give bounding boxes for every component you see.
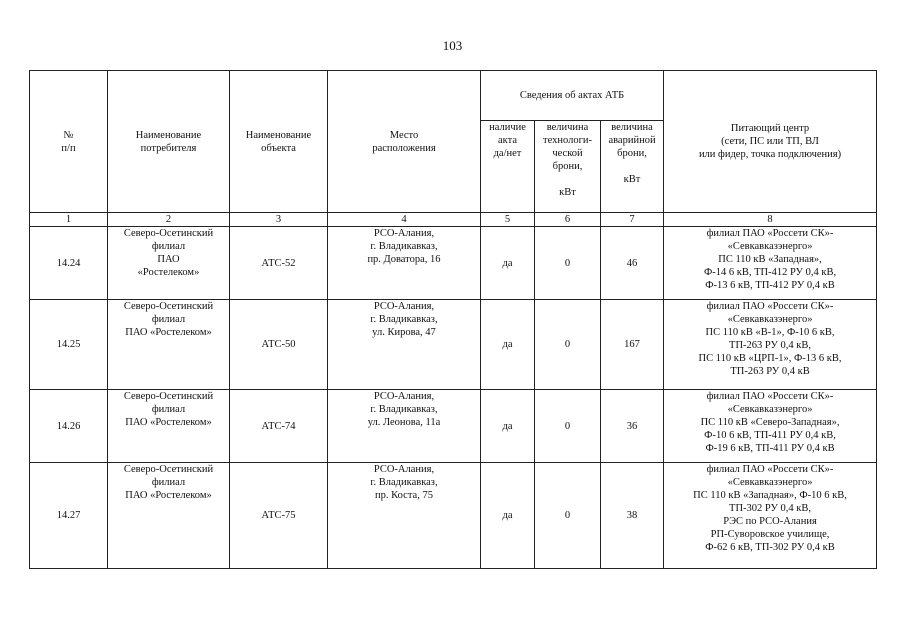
row-location: РСО-Алания, г. Владикавказ, пр. Коста, 75	[328, 463, 481, 569]
table-row	[30, 227, 877, 300]
row-num: 14.25	[30, 300, 108, 390]
row-consumer: Северо-Осетинский филиал ПАО «Ростелеком»	[108, 390, 230, 463]
row-object: АТС-74	[230, 390, 328, 463]
row-emergency: 46	[601, 227, 664, 300]
column-number: 4	[328, 213, 481, 227]
header-row-1	[30, 71, 877, 121]
row-emergency: 36	[601, 390, 664, 463]
row-feeder: филиал ПАО «Россети СК»- «Севкавказэнерго» ПС 110 кВ «Северо-Западная», Ф-10 6 кВ, ТП-411 РУ 0,4 кВ, Ф-19 6 кВ, ТП-411 РУ 0,4 кВ	[664, 390, 877, 463]
row-tech: 0	[535, 227, 601, 300]
header-location: Место расположения	[328, 71, 481, 213]
row-tech: 0	[535, 463, 601, 569]
row-num: 14.24	[30, 227, 108, 300]
row-num: 14.26	[30, 390, 108, 463]
column-number: 3	[230, 213, 328, 227]
row-location: РСО-Алания, г. Владикавказ, ул. Кирова, 47	[328, 300, 481, 390]
row-feeder: филиал ПАО «Россети СК»- «Севкавказэнерго» ПС 110 кВ «Западная», Ф-10 6 кВ, ТП-302 РУ 0,4 кВ, РЭС по РСО-Алания РП-Суворовское училище, Ф-62 6 кВ, ТП-302 РУ 0,4 кВ	[664, 463, 877, 569]
row-consumer: Северо-Осетинский филиал ПАО «Ростелеком»	[108, 463, 230, 569]
row-act: да	[481, 227, 535, 300]
header-emergency: величина аварийной брони, кВт	[601, 121, 664, 213]
header-tech: величина технологи- ческой брони, кВт	[535, 121, 601, 213]
column-number-row	[30, 213, 877, 227]
atb-table	[29, 70, 877, 569]
row-consumer: Северо-Осетинский филиал ПАО «Ростелеком»	[108, 227, 230, 300]
row-location: РСО-Алания, г. Владикавказ, пр. Доватора, 16	[328, 227, 481, 300]
header-act: наличие акта да/нет	[481, 121, 535, 213]
table-row	[30, 300, 877, 390]
column-number: 1	[30, 213, 108, 227]
header-num: № п/п	[30, 71, 108, 213]
row-feeder: филиал ПАО «Россети СК»- «Севкавказэнерго» ПС 110 кВ «В-1», Ф-10 6 кВ, ТП-263 РУ 0,4 кВ, ПС 110 кВ «ЦРП-1», Ф-13 6 кВ, ТП-263 РУ 0,4 кВ	[664, 300, 877, 390]
row-object: АТС-52	[230, 227, 328, 300]
row-object: АТС-75	[230, 463, 328, 569]
header-object: Наименование объекта	[230, 71, 328, 213]
row-act: да	[481, 463, 535, 569]
row-emergency: 38	[601, 463, 664, 569]
header-feeder: Питающий центр (сети, ПС или ТП, ВЛ или фидер, точка подключения)	[664, 71, 877, 213]
row-emergency: 167	[601, 300, 664, 390]
row-feeder: филиал ПАО «Россети СК»- «Севкавказэнерго» ПС 110 кВ «Западная», Ф-14 6 кВ, ТП-412 РУ 0,4 кВ, Ф-13 6 кВ, ТП-412 РУ 0,4 кВ	[664, 227, 877, 300]
header-atb-group: Сведения об актах АТБ	[481, 71, 664, 121]
row-location: РСО-Алания, г. Владикавказ, ул. Леонова, 11а	[328, 390, 481, 463]
column-number: 6	[535, 213, 601, 227]
table-row	[30, 463, 877, 569]
column-number: 2	[108, 213, 230, 227]
row-act: да	[481, 300, 535, 390]
column-number: 8	[664, 213, 877, 227]
row-consumer: Северо-Осетинский филиал ПАО «Ростелеком»	[108, 300, 230, 390]
row-tech: 0	[535, 390, 601, 463]
page-number: 103	[442, 38, 463, 53]
column-number: 7	[601, 213, 664, 227]
table-row	[30, 390, 877, 463]
row-tech: 0	[535, 300, 601, 390]
row-act: да	[481, 390, 535, 463]
row-object: АТС-50	[230, 300, 328, 390]
row-num: 14.27	[30, 463, 108, 569]
column-number: 5	[481, 213, 535, 227]
header-consumer: Наименование потребителя	[108, 71, 230, 213]
